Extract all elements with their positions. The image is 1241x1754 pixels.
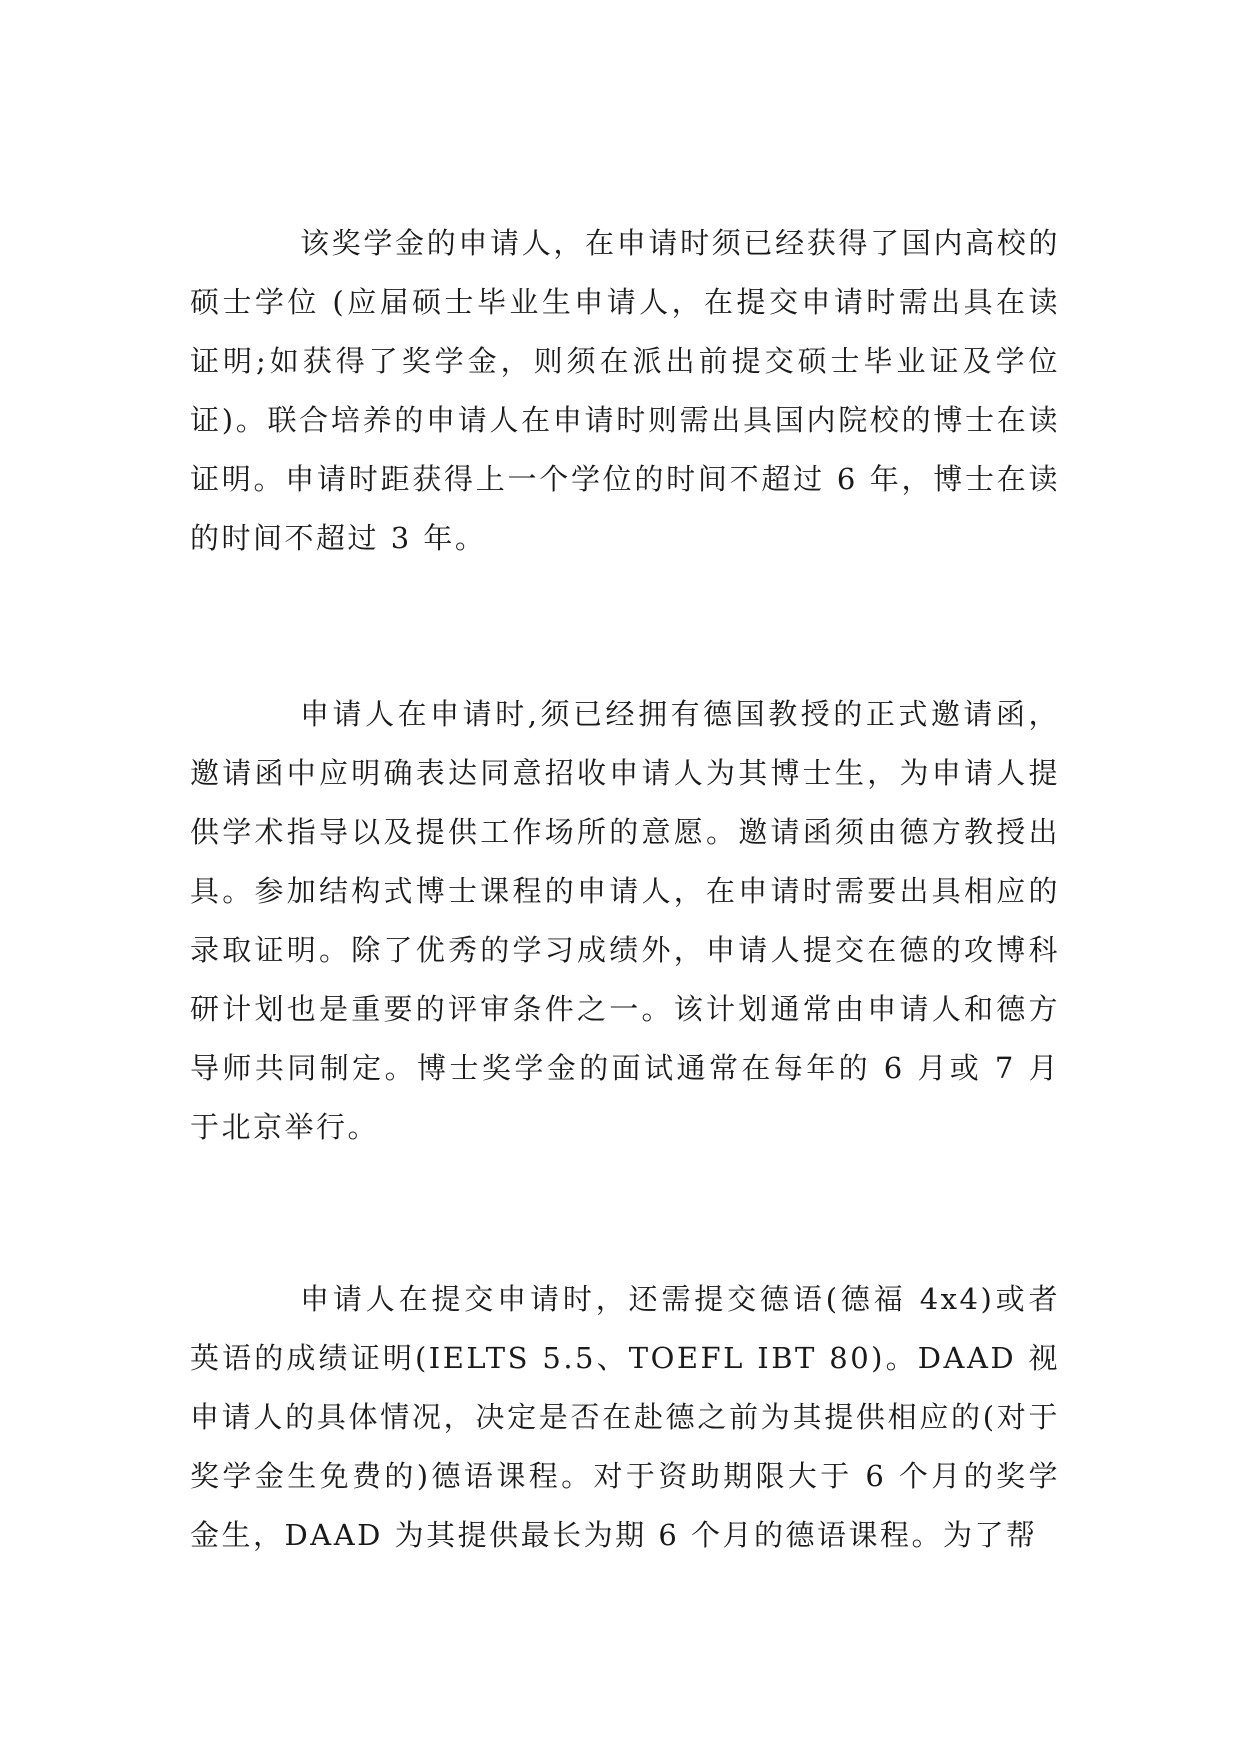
paragraph-eligibility-degree: 该奖学金的申请人，在申请时须已经获得了国内高校的硕士学位 (应届硕士毕业生申请人，在提交申请时需出具在读证明;如获得了奖学金，则须在派出前提交硕士毕业证及学位证)。联合培养的申请人在申请时则需出具国内院校的博士在读证明。申请时距获得上一个学位的时间不超过 6 年，博士在读的时间不超过 3 年。: [190, 226, 1060, 555]
paragraph-invitation-letter: 申请人在申请时,须已经拥有德国教授的正式邀请函，邀请函中应明确表达同意招收申请人为其博士生，为申请人提供学术指导以及提供工作场所的意愿。邀请函须由德方教授出具。参加结构式博士课程的申请人，在申请时需要出具相应的录取证明。除了优秀的学习成绩外，申请人提交在德的攻博科研计划也是重要的评审条件之一。该计划通常由申请人和德方导师共同制定。博士奖学金的面试通常在每年的 6 月或 7 月于北京举行。: [190, 697, 1060, 1144]
paragraph-language-requirements: 申请人在提交申请时，还需提交德语(德福 4x4)或者英语的成绩证明(IELTS 5.5、TOEFL IBT 80)。DAAD 视申请人的具体情况，决定是否在赴德之前为其提供相应的(对于奖学金生免费的)德语课程。对于资助期限大于 6 个月的奖学金生，DAAD 为其提供最长为期 6 个月的德语课程。为了帮: [190, 1282, 1060, 1552]
